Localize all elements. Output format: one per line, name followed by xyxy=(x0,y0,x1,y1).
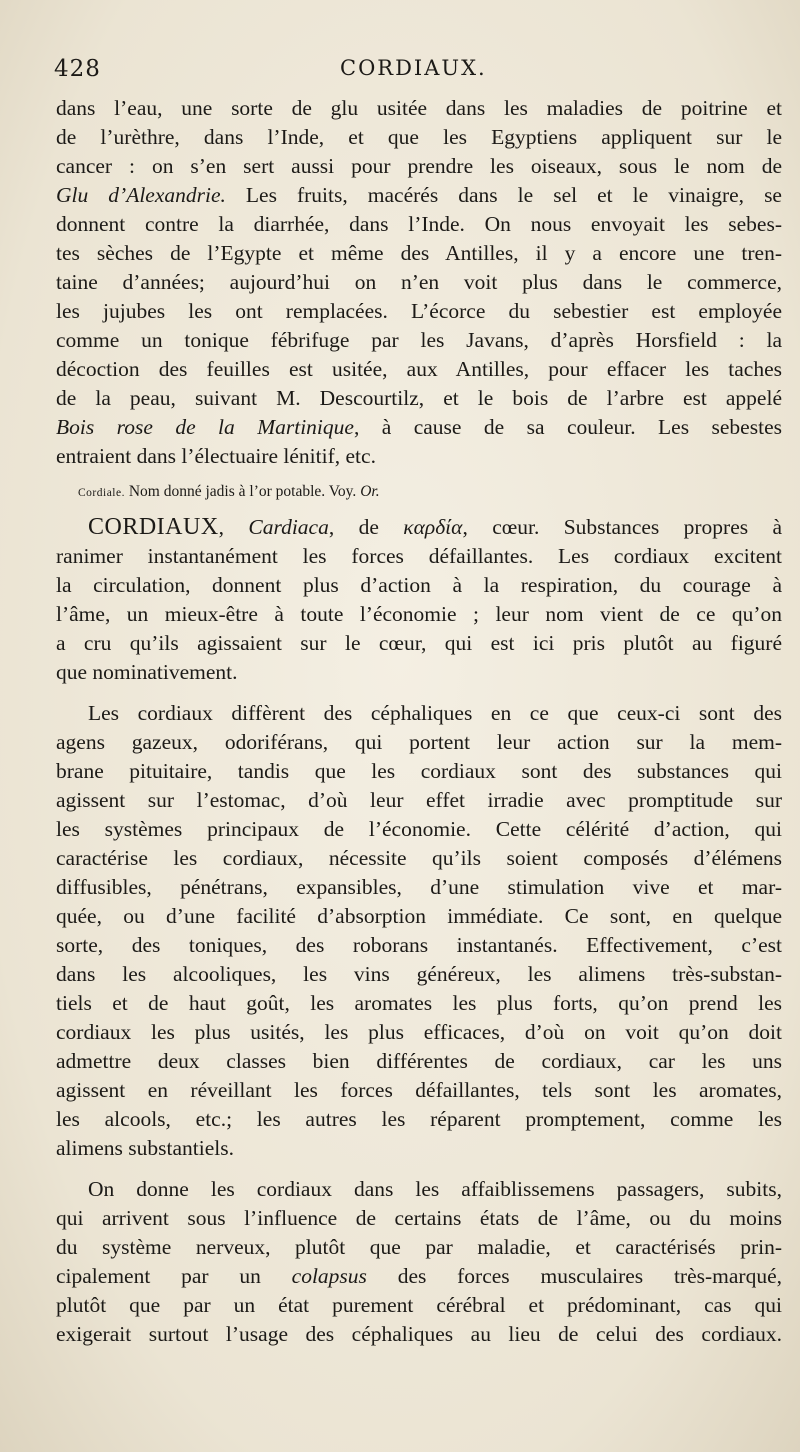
italic-term: colapsus xyxy=(291,1264,367,1288)
text-line: décoction des feuilles est usitée, aux Antilles, pour effacer les taches xyxy=(56,357,782,381)
text-line: a cru qu’ils agissaient sur le cœur, qui est ici pris plutôt au figuré xyxy=(56,631,782,655)
text-line: Les cordiaux diffèrent des céphaliques en ce que ceux-ci sont des xyxy=(88,701,782,725)
text-line: donnent contre la diarrhée, dans l’Inde. On nous envoyait les sebes- xyxy=(56,212,782,236)
text-line: brane pituitaire, tandis que les cordiaux sont des substances qui xyxy=(56,759,782,783)
text-line: ranimer instantanément les forces défaillantes. Les cordiaux excitent xyxy=(56,544,782,568)
note-headword: Cordiale. xyxy=(78,487,125,499)
text-line: tiels et de haut goût, les aromates les plus forts, qu’on prend les xyxy=(56,991,782,1015)
entry-first-line: CORDIAUX, Cardiaca, de καρδία, cœur. Substances propres à xyxy=(88,514,783,540)
text-line: alimens substantiels. xyxy=(56,1136,234,1160)
cross-reference-note: Cordiale. Nom donné jadis à l’or potable. Voy. Or. xyxy=(78,483,380,500)
text-line: admettre deux classes bien différentes de cordiaux, car les uns xyxy=(56,1049,782,1073)
text-line: agissent sur l’estomac, d’où leur effet irradie avec promptitude sur xyxy=(56,788,782,812)
text-line: que nominativement. xyxy=(56,660,238,684)
text-line: dans les alcooliques, les vins généreux, les alimens très-substan- xyxy=(56,962,782,986)
text-line: diffusibles, pénétrans, expansibles, d’une stimulation vive et mar- xyxy=(56,875,782,899)
running-head: CORDIAUX. xyxy=(340,56,487,80)
text-line: caractérise les cordiaux, nécessite qu’ils soient composés d’élémens xyxy=(56,846,782,870)
text-line: agens gazeux, odoriférans, qui portent leur action sur la mem- xyxy=(56,730,782,754)
text-line: cordiaux les plus usités, les plus efficaces, d’où on voit qu’on doit xyxy=(56,1020,782,1044)
text-line: tes sèches de l’Egypte et même des Antilles, il y a encore une tren- xyxy=(56,241,782,265)
text-line: l’âme, un mieux-être à toute l’économie ; leur nom vient de ce qu’on xyxy=(56,602,782,626)
italic-term: Bois rose de la Martinique xyxy=(56,415,354,439)
text-line: les alcools, etc.; les autres les réparent promptement, comme les xyxy=(56,1107,782,1131)
text-line: Bois rose de la Martinique, à cause de sa couleur. Les sebestes xyxy=(56,415,782,439)
paragraph-differences xyxy=(56,699,782,1163)
text-line: les systèmes principaux de l’économie. Cette célérité d’action, qui xyxy=(56,817,782,841)
text-line: la circulation, donnent plus d’action à la respiration, du courage à xyxy=(56,573,782,597)
text-line: exigerait surtout l’usage des céphaliques au lieu de celui des cordiaux. xyxy=(56,1322,782,1346)
page-text xyxy=(56,94,782,1349)
note-reference: Or. xyxy=(360,483,380,500)
text-line: entraient dans l’électuaire lénitif, etc. xyxy=(56,444,376,468)
page-number: 428 xyxy=(54,56,101,82)
entry-latin-name: Cardiaca xyxy=(248,515,329,539)
text-line: de l’urèthre, dans l’Inde, et que les Egyptiens appliquent sur le xyxy=(56,125,782,149)
paragraph-usage xyxy=(56,1175,782,1349)
text-line: plutôt que par un état purement cérébral et prédominant, cas qui xyxy=(56,1293,782,1317)
entry-headword: CORDIAUX xyxy=(88,514,219,540)
text-line: cipalement par un colapsus des forces musculaires très-marqué, xyxy=(56,1264,782,1288)
sebestier-paragraph xyxy=(56,94,782,471)
text-line: de la peau, suivant M. Descourtilz, et le bois de l’arbre est appelé xyxy=(56,386,782,410)
text-line: les jujubes les ont remplacées. L’écorce du sebestier est employée xyxy=(56,299,782,323)
text-line: Glu d’Alexandrie. Les fruits, macérés dans le sel et le vinaigre, se xyxy=(56,183,782,207)
text-line: qui arrivent sous l’influence de certains états de l’âme, ou du moins xyxy=(56,1206,782,1230)
text-line: comme un tonique fébrifuge par les Javans, d’après Horsfield : la xyxy=(56,328,782,352)
cordiaux-entry xyxy=(56,513,782,687)
text-line: dans l’eau, une sorte de glu usitée dans les maladies de poitrine et xyxy=(56,96,782,120)
entry-greek-root: καρδία xyxy=(403,515,463,539)
text-line: quée, ou d’une facilité d’absorption immédiate. Ce sont, en quelque xyxy=(56,904,782,928)
text-line: cancer : on s’en sert aussi pour prendre les oiseaux, sous le nom de xyxy=(56,154,782,178)
text-line: du système nerveux, plutôt que par maladie, et caractérisés prin- xyxy=(56,1235,782,1259)
italic-term: Glu d’Alexandrie. xyxy=(56,183,226,207)
text-line: On donne les cordiaux dans les affaiblissemens passagers, subits, xyxy=(88,1177,782,1201)
text-line: sorte, des toniques, des roborans instantanés. Effectivement, c’est xyxy=(56,933,782,957)
text-line: taine d’années; aujourd’hui on n’en voit plus dans le commerce, xyxy=(56,270,782,294)
text-line: agissent en réveillant les forces défaillantes, tels sont les aromates, xyxy=(56,1078,782,1102)
